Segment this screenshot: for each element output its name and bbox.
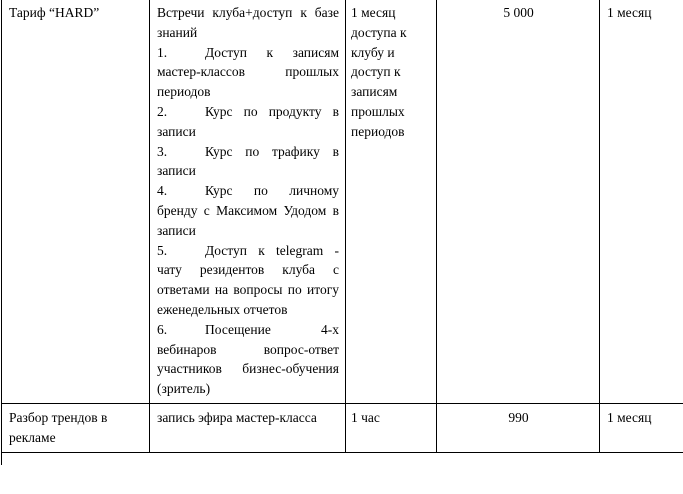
description-intro: Встречи клуба+доступ к базе знаний xyxy=(157,5,339,40)
price-cell: 990 xyxy=(437,403,600,452)
period-cell: 1 месяц xyxy=(600,403,683,452)
list-item: 2. Курс по продукту в записи xyxy=(157,103,339,139)
table-row xyxy=(2,452,683,465)
tariff-name-cell: Тариф “HARD” xyxy=(2,0,150,403)
table-row xyxy=(2,403,683,452)
period-cell: 1 месяц xyxy=(600,0,683,403)
duration-cell: 1 час xyxy=(346,403,437,452)
tariff-name-cell: Разбор трендов в рекламе xyxy=(2,403,150,452)
empty-cell xyxy=(2,452,683,465)
list-item: 3. Курс по трафику в записи xyxy=(157,143,339,179)
price-cell: 5 000 xyxy=(437,0,600,403)
list-item: 6. Посещение 4-х вебинаров вопрос-ответ участников бизнес-обучения (зритель) xyxy=(157,321,339,397)
table-row xyxy=(2,0,683,403)
description-list xyxy=(157,43,339,399)
tariff-table xyxy=(1,0,683,465)
list-item: 4. Курс по личному бренду с Максимом Удодом в записи xyxy=(157,183,339,238)
tariff-description-cell: запись эфира мастер-класса xyxy=(150,403,346,452)
duration-cell: 1 месяц доступа к клубу и доступ к записям прошлых периодов xyxy=(346,0,437,403)
tariff-description-cell xyxy=(150,0,346,403)
list-item: 5. Доступ к telegram - чату резидентов клуба с ответами на вопросы по итогу еженедельных отчетов xyxy=(157,242,339,317)
list-item: 1. Доступ к записям мастер-классов прошлых периодов xyxy=(157,44,339,100)
